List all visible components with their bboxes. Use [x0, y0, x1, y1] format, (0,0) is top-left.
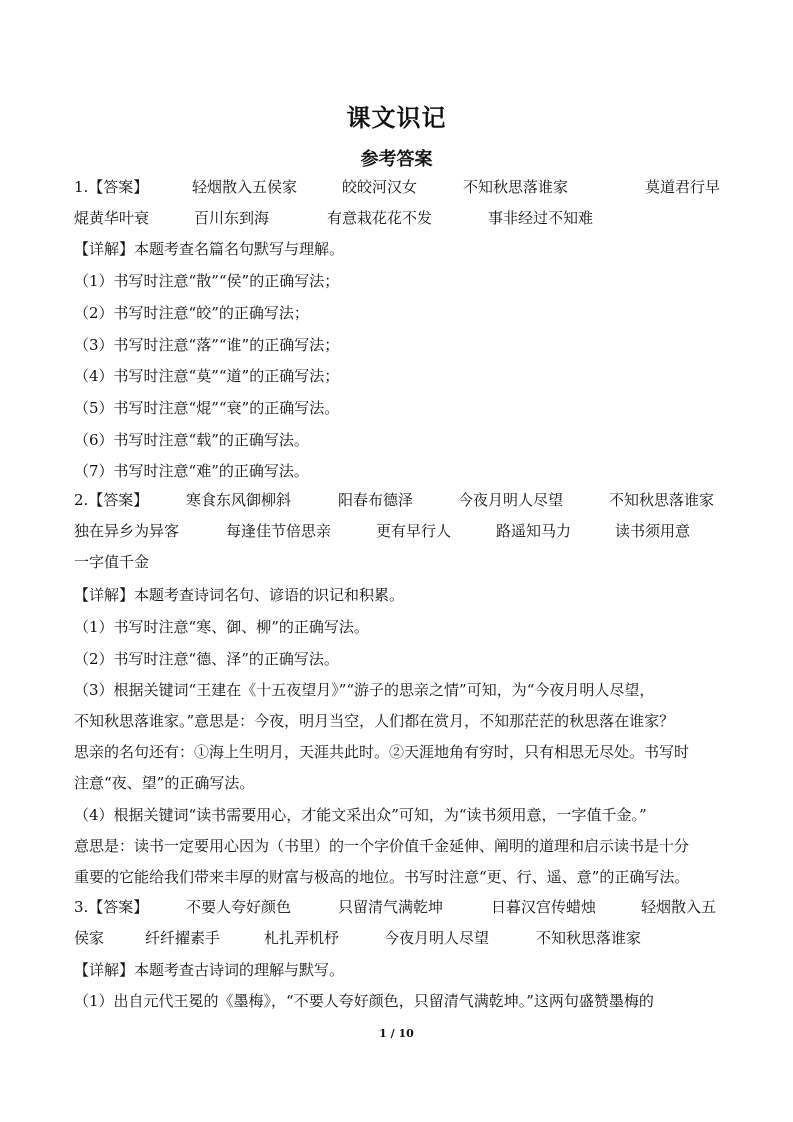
explanation-text: （2）书写时注意“皎”的正确写法； — [74, 304, 309, 322]
answer-item: 读书须用意 — [615, 522, 691, 540]
explanation-text: （3）书写时注意“落”“谁”的正确写法； — [74, 336, 340, 354]
answer-line — [0, 923, 793, 953]
answer-line — [0, 203, 793, 233]
explanation-text: 意思是：读书一定要用心因为（书里）的一个字价值千金延伸、阐明的道理和启示读书是十分 — [74, 837, 690, 855]
explanation-line — [0, 831, 793, 861]
explanation-line — [0, 800, 793, 830]
answer-item: 一字值千金 — [74, 553, 150, 571]
explanation-text: （6）书写时注意“载”的正确写法。 — [74, 431, 309, 449]
answer-item: 纤纤擢素手 — [145, 929, 221, 947]
answer-item: 不知秋思落谁家 — [536, 929, 642, 947]
explanation-line — [0, 862, 793, 892]
explanation-text: 【详解】本题考查诗词名句、谚语的识记和积累。 — [74, 586, 405, 604]
answer-item: 寒食东风御柳斜 — [186, 491, 292, 509]
answer-item: 只留清气满乾坤 — [338, 898, 444, 916]
explanation-text: 注意“夜、望”的正确写法。 — [74, 774, 255, 792]
answer-item: 札扎弄机杼 — [264, 929, 340, 947]
explanation-text: 【详解】本题考查名篇名句默写与理解。 — [74, 240, 345, 258]
explanation-line — [0, 330, 793, 360]
explanation-line — [0, 955, 793, 985]
answer-item: 焜黄华叶衰 — [74, 209, 150, 227]
explanation-text: 【详解】本题考查古诗词的理解与默写。 — [74, 961, 345, 979]
answer-item: 轻烟散入五侯家 — [192, 178, 298, 196]
page-number: 1 / 10 — [379, 1027, 414, 1040]
answer-item: 今夜月明人尽望 — [384, 929, 490, 947]
explanation-text: 重要的它能给我们带来丰厚的财富与极高的地位。书写时注意“更、行、遥、意”的正确写法。 — [74, 868, 690, 886]
explanation-line — [0, 580, 793, 610]
explanation-line — [0, 675, 793, 705]
explanation-line — [0, 361, 793, 391]
explanation-line — [0, 298, 793, 328]
answer-item: 轻烟散入五 — [641, 898, 717, 916]
explanation-line — [0, 612, 793, 642]
answer-item: 阳春布德泽 — [338, 491, 414, 509]
answer-item: 事非经过不知难 — [488, 209, 594, 227]
answer-item: 有意栽花花不发 — [327, 209, 433, 227]
explanation-text: （5）书写时注意“焜”“衰”的正确写法。 — [74, 399, 340, 417]
explanation-text: （4）根据关键词“读书需要用心，才能文采出众”可知，为“读书须用意，一字值千金。” — [74, 806, 647, 824]
section-title: 参考答案 — [360, 149, 433, 170]
answer-line — [0, 172, 793, 202]
answer-item: 皎皎河汉女 — [342, 178, 418, 196]
explanation-text: 思亲的名句还有：①海上生明月，天涯共此时。②天涯地角有穷时，只有相思无尽处。书写时 — [74, 743, 690, 761]
answer-item: 日暮汉宫传蜡烛 — [491, 898, 597, 916]
explanation-text: （1）出自元代王冕的《墨梅》，“不要人夸好颜色，只留清气满乾坤。”这两句盛赞墨梅的 — [74, 992, 654, 1010]
answer-line — [0, 892, 793, 922]
explanation-text: （1）书写时注意“散”“侯”的正确写法； — [74, 272, 340, 290]
answer-line — [0, 547, 793, 577]
explanation-line — [0, 234, 793, 264]
answer-line — [0, 485, 793, 515]
answer-item: 百川东到海 — [194, 209, 270, 227]
answer-label: 1.【答案】 — [74, 178, 149, 196]
explanation-text: 不知秋思落谁家。”意思是：今夜，明月当空，人们都在赏月，不知那茫茫的秋思落在谁家？ — [74, 712, 675, 730]
answer-item: 独在异乡为异客 — [74, 522, 180, 540]
answer-item: 莫道君行早 — [645, 178, 721, 196]
explanation-line — [0, 986, 793, 1016]
explanation-line — [0, 706, 793, 736]
explanation-line — [0, 456, 793, 486]
answer-item: 不知秋思落谁家 — [609, 491, 715, 509]
answer-item: 侯家 — [74, 929, 105, 947]
answer-item: 不要人夸好颜色 — [186, 898, 292, 916]
explanation-line — [0, 266, 793, 296]
explanation-text: （1）书写时注意“寒、御、柳”的正确写法。 — [74, 618, 369, 636]
explanation-text: （4）书写时注意“莫”“道”的正确写法； — [74, 367, 340, 385]
answer-item: 更有早行人 — [376, 522, 452, 540]
explanation-line — [0, 425, 793, 455]
explanation-text: （3）根据关键词“王建在《十五夜望月》”“游子的思亲之情”可知，为“今夜月明人尽望， — [74, 681, 655, 699]
explanation-text: （2）书写时注意“德、泽”的正确写法。 — [74, 650, 339, 668]
answer-item: 路遥知马力 — [496, 522, 572, 540]
answer-item: 每逢佳节倍思亲 — [226, 522, 332, 540]
page-title: 课文识记 — [346, 104, 447, 132]
explanation-line — [0, 768, 793, 798]
answer-item: 今夜月明人尽望 — [458, 491, 564, 509]
explanation-line — [0, 393, 793, 423]
explanation-line — [0, 644, 793, 674]
answer-line — [0, 516, 793, 546]
explanation-line — [0, 737, 793, 767]
answer-label: 2.【答案】 — [74, 491, 149, 509]
answer-item: 不知秋思落谁家 — [463, 178, 569, 196]
answer-label: 3.【答案】 — [74, 898, 149, 916]
explanation-text: （7）书写时注意“难”的正确写法。 — [74, 462, 309, 480]
